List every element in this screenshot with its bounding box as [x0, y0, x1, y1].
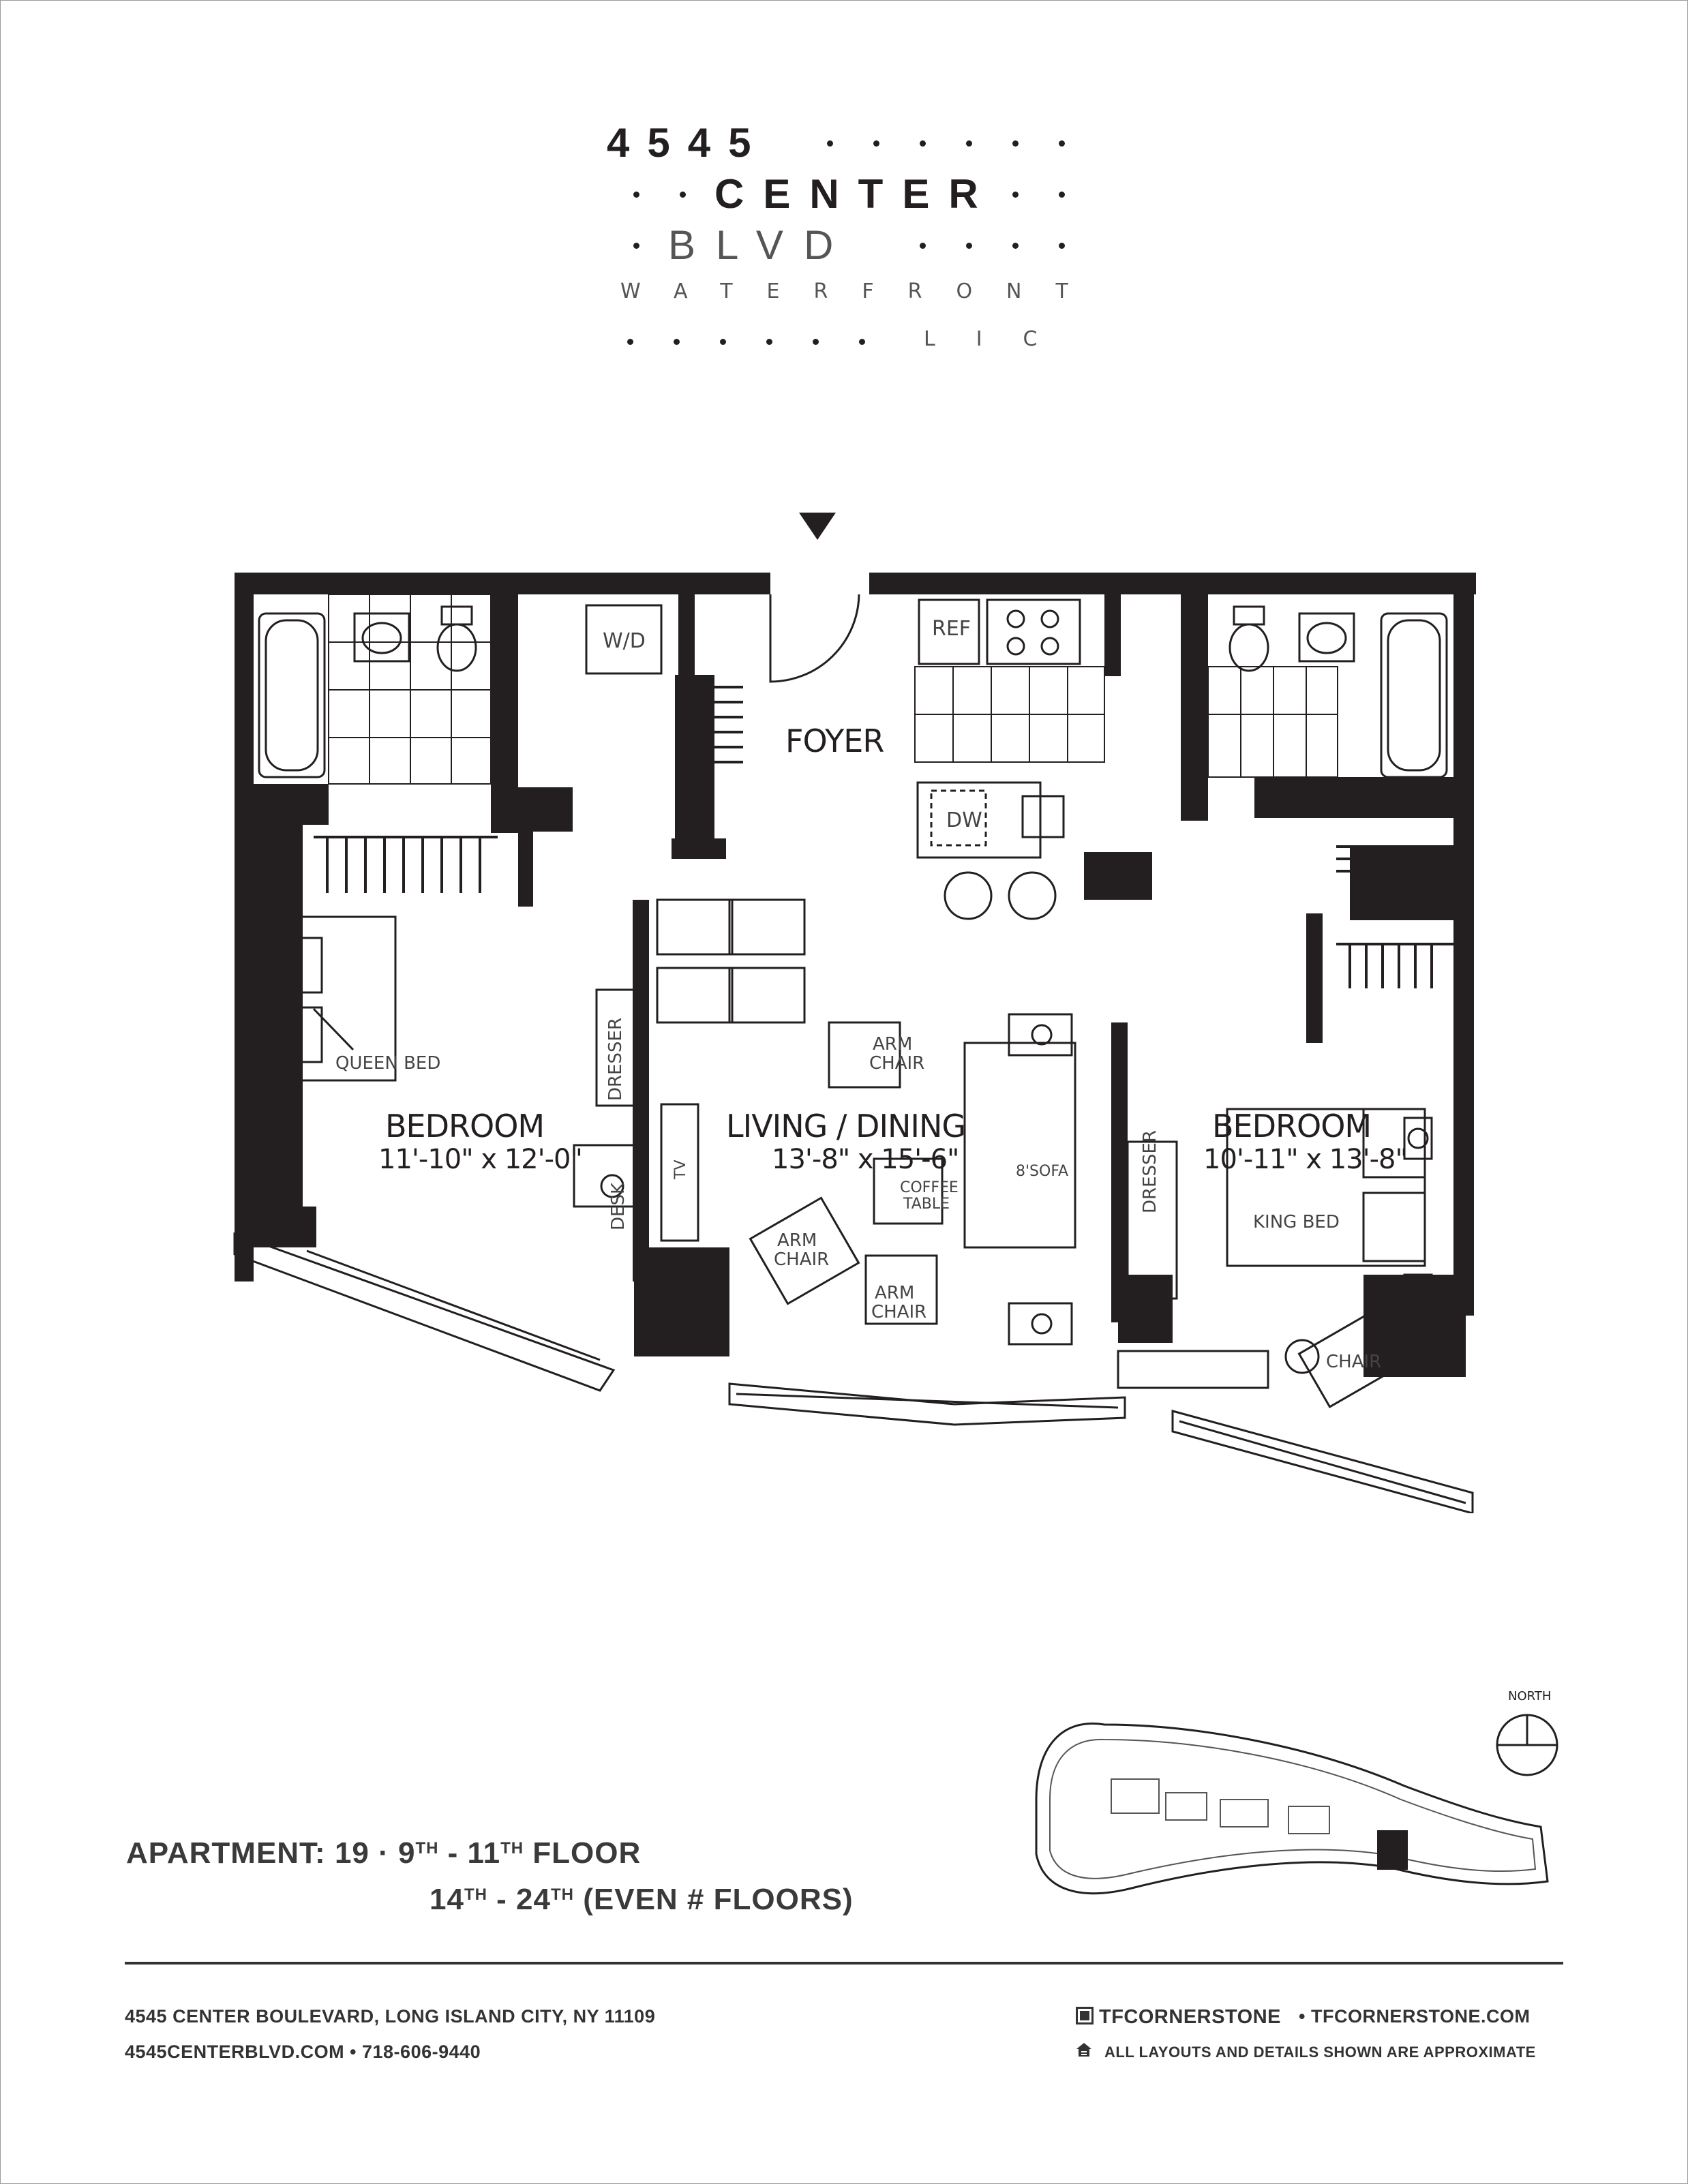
window-glazing: [235, 1234, 1473, 1513]
logo-row-4: [600, 279, 1104, 327]
arm-chair-top-label-1: ARM: [873, 1034, 913, 1055]
logo-center: CENTER: [714, 171, 997, 217]
dimension-living-dining: 13'-8" x 15'-6": [772, 1144, 959, 1175]
room-label-bedroom-left: BEDROOM: [385, 1108, 545, 1144]
coffee-table-label-1: COFFEE: [900, 1179, 959, 1196]
dimension-bedroom-right: 10'-11" x 13'-8": [1203, 1144, 1407, 1175]
equal-housing-icon: [1076, 2042, 1092, 2057]
floor-plan: [205, 504, 1500, 1513]
apartment-caption-line-1: APARTMENT: 19 · 9TH - 11TH FLOOR: [126, 1836, 642, 1870]
entry-door: [770, 594, 859, 682]
building-logo: [600, 119, 1104, 371]
king-bed-label: KING BED: [1253, 1212, 1340, 1232]
logo-row-1: [600, 119, 1104, 167]
room-label-foyer: FOYER: [785, 723, 884, 759]
logo-row-2: [600, 170, 1104, 218]
footer-disclaimer: ALL LAYOUTS AND DETAILS SHOWN ARE APPROXIMATE: [1104, 2044, 1536, 2061]
north-label: NORTH: [1508, 1689, 1552, 1703]
dresser-right-label: DRESSER: [1140, 1129, 1160, 1213]
fixtures: [259, 600, 1447, 919]
logo-row-3: [600, 222, 1104, 269]
dishwasher-label: DW: [946, 808, 982, 832]
arm-chair-mid-label-1: ARM: [777, 1230, 817, 1251]
desk-label: DESK: [608, 1182, 629, 1230]
arm-chair-bottom-label-1: ARM: [875, 1283, 915, 1303]
arm-chair-bottom-label-2: CHAIR: [871, 1302, 927, 1322]
arm-chair-top-label-2: CHAIR: [869, 1053, 925, 1074]
entry-arrow-icon: [799, 513, 836, 540]
room-label-bedroom-right: BEDROOM: [1212, 1108, 1372, 1144]
key-plan: [1023, 1684, 1582, 1915]
unit-location-marker: [1377, 1830, 1408, 1870]
logo-row-5: [600, 327, 1104, 375]
footer-address: 4545 CENTER BOULEVARD, LONG ISLAND CITY, NY 11109: [125, 2006, 656, 2027]
room-label-living-dining: LIVING / DINING: [726, 1108, 966, 1144]
logo-number: 4545: [607, 120, 769, 166]
tv-label: TV: [672, 1159, 689, 1179]
chair-label: CHAIR: [1326, 1352, 1382, 1372]
footer-website-phone[interactable]: 4545CENTERBLVD.COM • 718-606-9440: [125, 2042, 481, 2062]
dimension-bedroom-left: 11'-10" x 12'-0": [378, 1144, 582, 1175]
queen-bed-label: QUEEN BED: [335, 1053, 441, 1074]
tfcornerstone-logo-icon: [1076, 2007, 1094, 2024]
sofa-label: 8'SOFA: [1016, 1163, 1069, 1180]
footer-brand-site[interactable]: • TFCORNERSTONE.COM: [1299, 2006, 1531, 2027]
apartment-caption-line-2: 14TH - 24TH (EVEN # FLOORS): [429, 1883, 854, 1916]
closet-shelving: [314, 687, 1473, 988]
arm-chair-mid-label-2: CHAIR: [774, 1249, 830, 1270]
footer-brand: TFCORNERSTONE: [1099, 2006, 1281, 2028]
washer-dryer-label: W/D: [603, 629, 646, 653]
dresser-left-label: DRESSER: [605, 1017, 626, 1101]
logo-waterfront: WATERFRONT: [620, 279, 1102, 303]
logo-blvd: BLVD: [668, 222, 854, 268]
footer-divider: [125, 1962, 1563, 1965]
coffee-table-label-2: TABLE: [903, 1196, 950, 1213]
refrigerator-label: REF: [932, 617, 971, 641]
floor-plan-drawing: [205, 504, 1500, 1513]
logo-lic: LIC: [924, 327, 1079, 351]
